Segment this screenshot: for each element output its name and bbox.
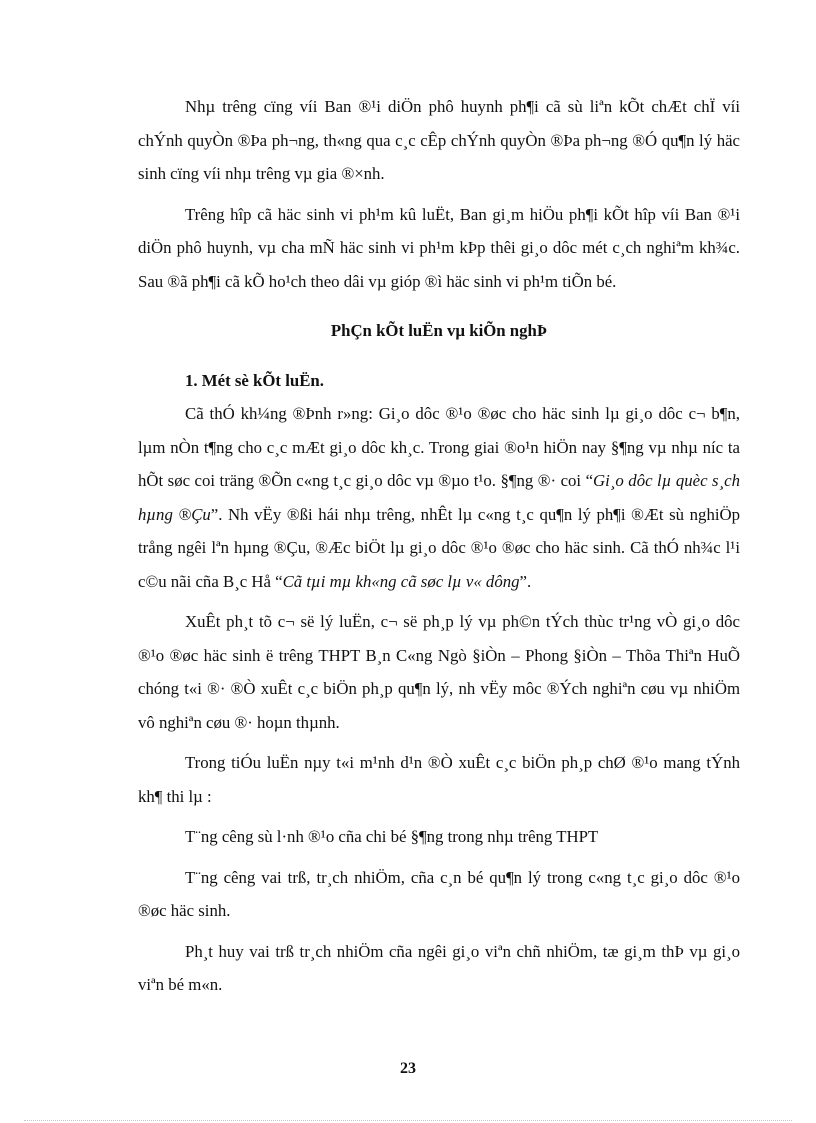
section-title: PhÇn kÕt luËn vµ kiÕn nghÞ xyxy=(330,321,548,340)
paragraph-discipline: Trêng hîp cã häc sinh vi ph¹m kû luËt, Ban gi¸m hiÖu ph¶i kÕt hîp víi Ban ®¹i diÖn phô huynh, vµ cha mÑ häc sinh vi ph¹m kÞp thêi gi¸o dôc mét c¸ch nghiªm kh¾c. Sau ®ã ph¶i cã kÕ ho¹ch theo dâi vµ gióp ®ì häc sinh vi ph¹m tiÕn bé. xyxy=(138,204,740,291)
conclusion-text-start: Cã thÓ kh¼ng ®Þnh r»ng: Gi¸o dôc ®¹o ®øc cho häc sinh lµ gi¸o dôc c¬ b¶n, lµm nÒn t¶ng cho c¸c mÆt gi¸o dôc kh¸c. Trong giai ®o¹n hiÖn nay §¶ng vµ nhµ níc ta hÕt søc coi träng ®Õn c«ng t¸c gi¸o dôc vµ ®µo t¹o. §¶ng ®· coi “ xyxy=(138,404,740,490)
measure-item: Ph¸t huy vai trß tr¸ch nhiÖm cña ngêi gi¸o viªn chñ nhiÖm, tæ gi¸m thÞ vµ gi¸o viªn bé m«n. xyxy=(138,941,740,994)
page-number: 23 xyxy=(400,1060,416,1077)
measure-item: T¨ng cêng vai trß, tr¸ch nhiÖm, cña c¸n bé qu¶n lý trong c«ng t¸c gi¸o dôc ®¹o ®øc häc sinh. xyxy=(138,867,740,920)
paragraph-community-liaison: Nhµ trêng cïng víi Ban ®¹i diÖn phô huynh ph¶i cã sù liªn kÕt chÆt chÏ víi chÝnh quyÒn ®Þa ph¬ng, th«ng qua c¸c cÊp chÝnh quyÒn ®Þa ph¬ng ®Ó qu¶n lý häc sinh cïng víi nhµ trêng vµ gia ®×nh. xyxy=(138,97,740,183)
conclusion-italic-phrase: Gi¸o dôc lµ quèc s¸ch hµng ®Çu xyxy=(138,471,740,524)
conclusion-quote: Cã tµi mµ kh«ng cã søc lµ v« dông xyxy=(282,571,520,591)
conclusion-text-middle: ”. Nh vËy ®ßi hái nhµ trêng, nhÊt lµ c«ng t¸c qu¶n lý ph¶i ®Æt sù nghiÖp trång ngêi lªn hµng ®Çu, ®Æc biÖt lµ gi¸o dôc ®¹o ®øc cho häc sinh. Cã thÓ nh¾c l¹i c©u nãi cña B¸c Hå “ xyxy=(138,504,741,591)
footer-divider xyxy=(24,1120,792,1121)
subsection-title: 1. Mét sè kÕt luËn. xyxy=(185,370,324,390)
paragraph-conclusion-3: Trong tiÓu luËn nµy t«i m¹nh d¹n ®Ò xuÊt c¸c biÖn ph¸p chØ ®¹o mang tÝnh kh¶ thi lµ : xyxy=(138,753,740,806)
measure-item: T¨ng cêng sù l·nh ®¹o cña chi bé §¶ng trong nhµ trêng THPT xyxy=(185,827,599,846)
conclusion-text-end: ”. xyxy=(519,571,532,591)
paragraph-conclusion-2: XuÊt ph¸t tõ c¬ së lý luËn, c¬ së ph¸p lý vµ ph©n tÝch thùc tr¹ng vÒ gi¸o dôc ®¹o ®øc häc sinh ë trêng THPT B¸n C«ng Ngò §iÒn – Phong §iÒn – Thõa Thiªn HuÕ chóng t«i ®· ®Ò xuÊt c¸c biÖn ph¸p qu¶n lý, nh vËy môc ®Ých nghiªn cøu vµ nhiÖm vô nghiªn cøu ®· hoµn thµnh. xyxy=(138,612,740,732)
paragraph-conclusion-1 xyxy=(138,397,740,598)
body-text xyxy=(138,90,740,1009)
